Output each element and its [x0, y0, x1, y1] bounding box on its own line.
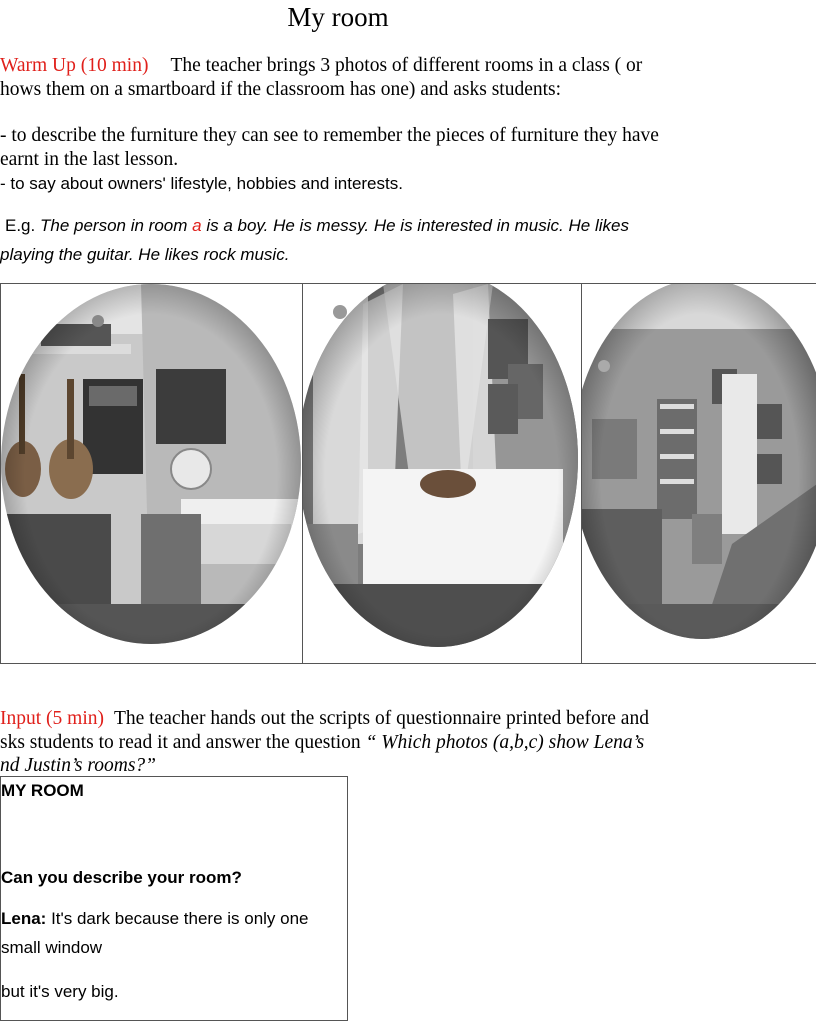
example-line-1	[5, 216, 629, 236]
example-text-1: The person in room	[39, 216, 188, 235]
input-line-3: nd Justin’s rooms?”	[0, 755, 157, 776]
input-line-1	[0, 708, 649, 730]
photo-room-c	[582, 284, 816, 663]
questionnaire-question: Can you describe your room?	[1, 868, 242, 887]
answer-line-2: small window	[1, 938, 103, 957]
input-text-2: sks students to read it and answer the question	[0, 732, 361, 753]
photo-label-b-icon	[333, 305, 347, 319]
warmup-line-2: hows them on a smartboard if the classroom has one) and asks students:	[0, 79, 562, 100]
answer-line-1	[1, 909, 309, 929]
questionnaire-heading: MY ROOM	[1, 781, 84, 800]
bullet-furniture-b: earnt in the last lesson.	[0, 149, 179, 170]
photo-label-c-icon	[598, 360, 610, 372]
questionnaire-box	[0, 776, 348, 1021]
photo-label-a-icon	[92, 315, 104, 327]
warmup-label: Warm Up (10 min)	[0, 55, 149, 76]
answer-line-3: but it's very big.	[1, 982, 119, 1001]
input-text-1: The teacher hands out the scripts of questionnaire printed before and	[113, 708, 649, 729]
photo-cell-b	[303, 284, 582, 663]
answer-text-1: It's dark because there is only one	[46, 909, 309, 928]
input-label: Input (5 min)	[0, 708, 104, 729]
photo-table	[0, 283, 816, 664]
photo-cell-a	[1, 284, 303, 663]
input-question: “ Which photos (a,b,c) show Lena’s	[365, 732, 645, 753]
example-text-2: is a boy. He is messy. He is interested in music. He likes	[206, 216, 629, 235]
input-line-2	[0, 732, 644, 754]
example-prefix: E.g.	[5, 216, 36, 235]
speaker-name: Lena:	[1, 909, 47, 928]
photo-cell-c	[582, 284, 816, 663]
bullet-lifestyle: - to say about owners' lifestyle, hobbies and interests.	[0, 174, 403, 193]
example-room-letter: a	[192, 216, 202, 235]
photo-room-a	[1, 284, 301, 663]
warmup-line-1	[0, 55, 642, 77]
photo-room-b	[303, 284, 580, 663]
page-title: My room	[287, 2, 389, 32]
example-line-2: playing the guitar. He likes rock music.	[0, 245, 290, 264]
bullet-furniture-a: - to describe the furniture they can see to remember the pieces of furniture they have	[0, 125, 659, 146]
warmup-text-1: The teacher brings 3 photos of different rooms in a class ( or	[170, 55, 643, 76]
